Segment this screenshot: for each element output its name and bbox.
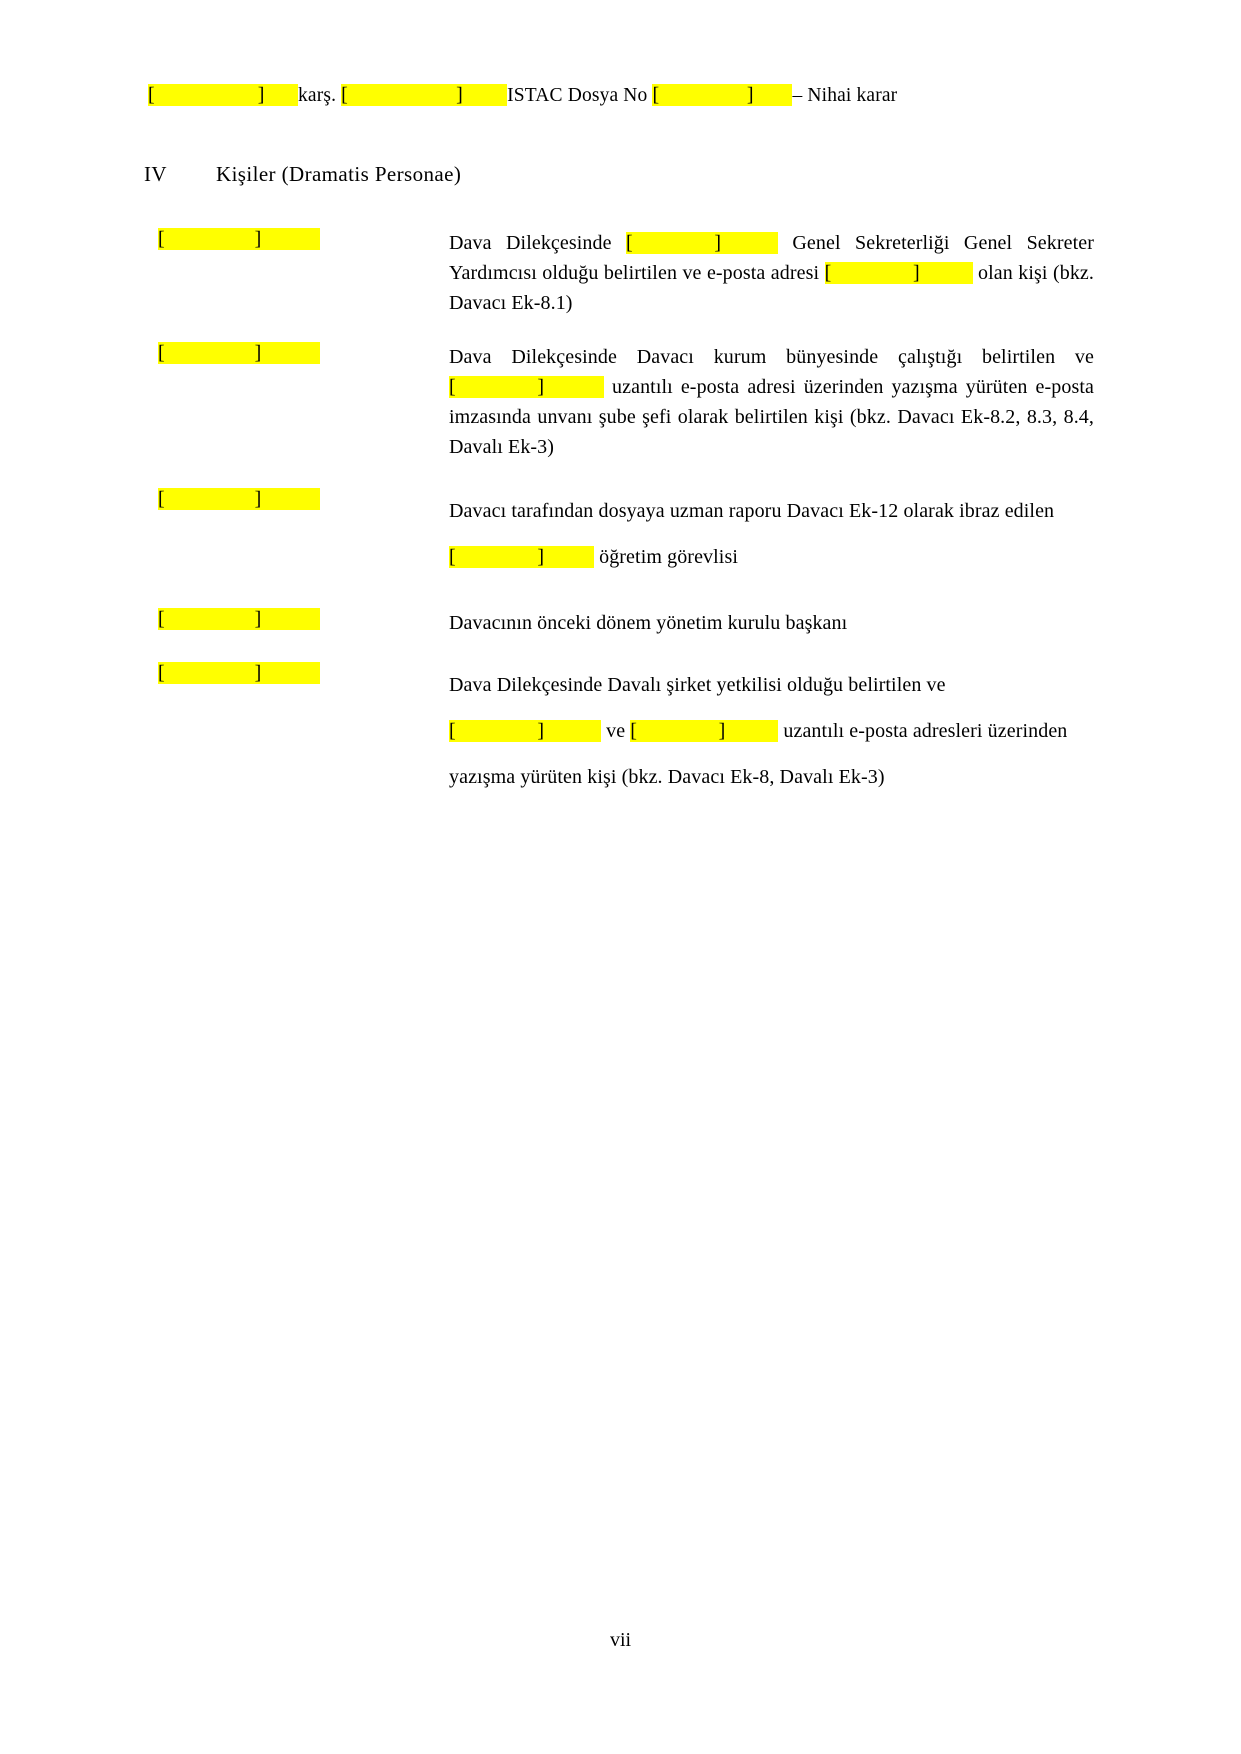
entry-text-segment: Dava Dilekçesinde Davalı şirket yetkilisi olduğu belirtilen ve [449, 674, 946, 696]
entry-text-segment: Dava Dilekçesinde Davacı kurum bünyesinde çalıştığı belirtilen ve [449, 346, 1094, 368]
entry-text-segment: Dava Dilekçesinde [449, 232, 626, 254]
entry-text-segment: olan kişi (bkz. Davacı Ek-8.1) [449, 262, 1094, 314]
entry-redaction: [ ] [626, 232, 778, 254]
section-numeral: IV [144, 162, 167, 186]
list-item [144, 662, 1094, 800]
entry-description [449, 488, 1094, 580]
section-title: Kişiler (Dramatis Personae) [216, 162, 462, 186]
entry-description [449, 228, 1094, 318]
entry-redaction: [ ] [449, 720, 601, 742]
entry-text-segment: uzantılı e-posta adresleri üzerinden yazışma yürüten kişi (bkz. Davacı Ek-8, Davalı Ek-3) [449, 720, 1068, 788]
header-redaction-party-b: [ ] [341, 84, 507, 106]
entry-redaction: [ ] [630, 720, 778, 742]
list-item [144, 488, 1094, 580]
entry-redaction: [ ] [825, 262, 973, 284]
entry-term-redaction: [ ] [158, 228, 320, 250]
list-item [144, 342, 1094, 462]
entry-redaction: [ ] [449, 546, 594, 568]
entry-term [158, 488, 388, 510]
list-item [144, 608, 1094, 638]
entry-term [158, 228, 388, 250]
entry-description [449, 342, 1094, 462]
header-versus-label: karş. [298, 85, 337, 106]
header-case-label: ISTAC Dosya No [507, 85, 648, 106]
running-header [148, 84, 1108, 107]
entry-text-segment: ve [601, 720, 631, 742]
entry-text-segment: öğretim görevlisi [594, 546, 738, 568]
entry-term-redaction: [ ] [158, 342, 320, 364]
header-final-award-label: – Nihai karar [792, 85, 898, 106]
entry-redaction: [ ] [449, 376, 604, 398]
list-item [144, 228, 1094, 318]
entry-text-segment: uzantılı e-posta adresi üzerinden yazışma yürüten e-posta imzasında unvanı şube şefi olarak belirtilen kişi (bkz. Davacı Ek-8.2, 8.3, 8.4, Davalı Ek-3) [449, 376, 1094, 458]
entry-text-segment: Davacı tarafından dosyaya uzman raporu Davacı Ek-12 olarak ibraz edilen [449, 500, 1055, 522]
dramatis-personae-list [144, 228, 1094, 814]
entry-term [158, 662, 388, 684]
header-redaction-case-no: [ ] [652, 84, 792, 106]
header-redaction-party-a: [ ] [148, 84, 298, 106]
page-number: vii [609, 1629, 632, 1651]
entry-text-segment: Genel Sekreterliği Genel Sekreter Yardımcısı olduğu belirtilen ve e-posta adresi [449, 232, 1095, 284]
entry-description [449, 608, 1094, 638]
section-heading [144, 162, 461, 187]
entry-term-redaction: [ ] [158, 488, 320, 510]
entry-text-segment: Davacının önceki dönem yönetim kurulu başkanı [449, 612, 848, 634]
entry-term [158, 342, 388, 364]
entry-description [449, 662, 1094, 800]
entry-term-redaction: [ ] [158, 662, 320, 684]
entry-term [158, 608, 388, 630]
entry-term-redaction: [ ] [158, 608, 320, 630]
